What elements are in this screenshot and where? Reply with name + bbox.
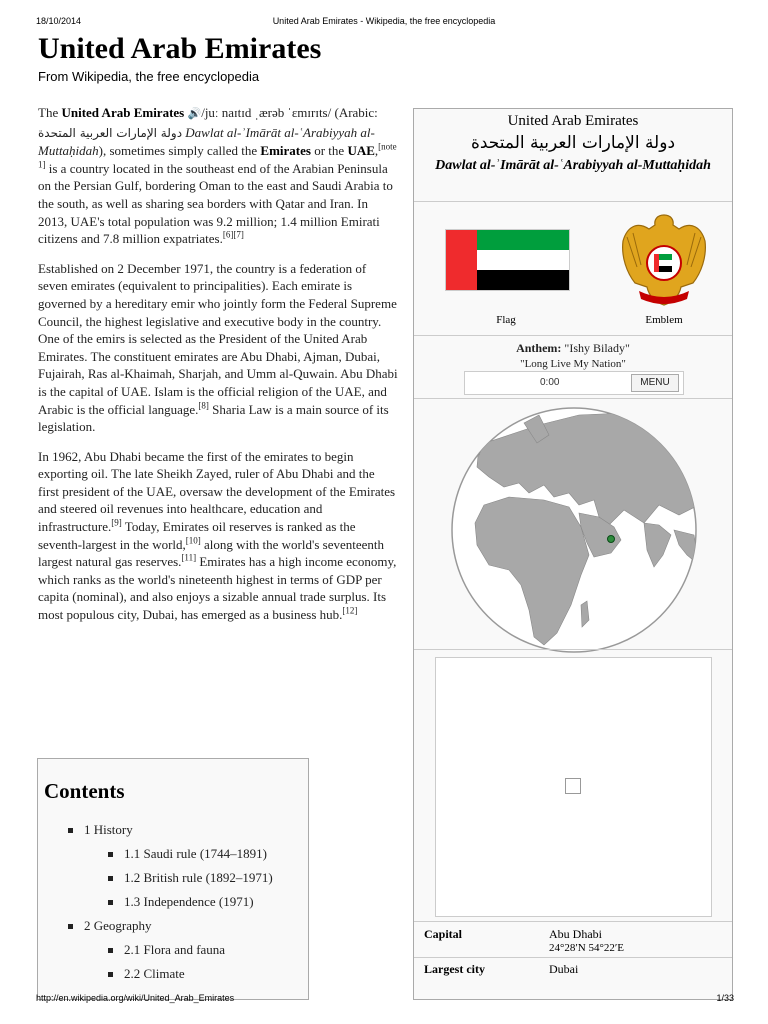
divider [414,335,732,336]
anthem-name[interactable]: "Ishy Bilady" [561,341,630,355]
anthem-line [414,341,732,356]
paragraph-intro: The United Arab Emirates 🔊/juː naɪtɪd ˌærəb ˈɛmɪrɪts/ (Arabic: دولة الإمارات العربية المتحدة Dawlat al-ʾImārāt al-ʿArabiyyah al-Muttaḥidah), sometimes simply called the Emirates or the UAE,[note 1] is a country located in the southeast end of the Arabian Peninsula on the Persian Gulf, bordering Oman to the east and Saudi Arabia to the south, as well as sharing sea borders with Qatar and Iran. In 2013, UAE's total population was 9.2 million; 1.4 million Emirati citizens and 7.8 million expatriates.[6][7] [38,105,397,247]
flag-black-band [477,270,570,291]
divider [414,649,732,650]
image-placeholder[interactable] [435,657,712,917]
divider [414,398,732,399]
anthem-translation: "Long Live My Nation" [520,358,626,370]
emblem-green [659,254,672,260]
paragraph-economy: In 1962, Abu Dhabi became the first of the emirates to begin exporting oil. The late Sheikh Zayed, ruler of Abu Dhabi and the first president of the UAE, oversaw the development of the Emirates and steered oil revenues into healthcare, education and infrastructure.[9] Today, Emirates oil reserves is ranked as the seventh-largest in the world,[10] along with the world's seventeenth largest natural gas reserves.[11] Emirates has a high income economy, which ranks as the world's nineteenth highest in terms of GDP per capita (nominal), and also enjoys a sizable annual trade surplus. Its most populous city, Dubai, has emerged as a business hub.[12] [38,448,397,623]
print-date: 18/10/2014 [36,16,82,26]
bullet [68,828,73,833]
capital-label: Capital [424,927,463,941]
emblem-image[interactable] [619,207,709,313]
player-menu-button[interactable]: MENU [631,374,679,392]
audio-player[interactable] [464,371,684,395]
print-header [0,16,768,30]
toc-heading: Contents [44,779,125,803]
ipa-pronunciation[interactable]: /juː naɪtɪd ˌærəb ˈɛmɪrɪts/ [201,105,332,120]
divider [414,201,732,202]
ref-link[interactable]: [7] [233,229,244,240]
toc-item[interactable]: 1 History [84,822,308,838]
flag-green-band [477,229,570,250]
flag-caption: Flag [496,314,516,326]
transliteration: Dawlat al-ʾImārāt al-ʿArabiyyah al-Muttaḥidah [38,124,375,159]
print-url: http://en.wikipedia.org/wiki/United_Arab_Emirates [36,993,235,1003]
bullet [68,924,73,929]
toc-item[interactable]: 1.1 Saudi rule (1744–1891) [124,846,308,862]
toc-item[interactable]: 1.2 British rule (1892–1971) [124,870,308,886]
bullet [108,948,113,953]
anthem-label: Anthem: [516,341,562,355]
infobox-arabic-name: دولة الإمارات العربية المتحدة [470,133,676,153]
uae-location-marker [608,536,615,543]
page-subtitle: From Wikipedia, the free encyclopedia [38,69,260,84]
infobox [413,108,733,1000]
paragraph-establishment: Established on 2 December 1971, the country is a federation of seven emirates (equivalent to principalities). Each emirate is governed by a hereditary emir who jointly form the Federal Supreme Council, the highest legislative and executive body in the country. One of the emirs is selected as the President of the United Arab Emirates. The constituent emirates are Abu Dhabi, Ajman, Dubai, Fujairah, Ras al-Khaimah, Sharjah, and Umm al-Quwain. Abu Dhabi is the capital of UAE. Islam is the official religion of the UAE, and Arabic is the official language.[8] Sharia Law is a main source of its legislation. [38,260,398,435]
ref-link[interactable]: [6] [222,229,234,240]
speaker-icon[interactable]: 🔊 [187,108,202,120]
arabic-name: دولة الإمارات العربية المتحدة [38,125,183,140]
ref-link[interactable]: [11] [181,552,197,563]
emblem-caption: Emblem [645,314,683,326]
print-page-number: 1/33 [716,993,734,1003]
emblem-disc [647,246,681,280]
bullet [108,900,113,905]
orthographic-map[interactable] [449,405,699,655]
print-title: United Arab Emirates - Wikipedia, the free encyclopedia [272,16,496,26]
largest-city-label: Largest city [424,962,485,976]
largest-city-value[interactable]: Dubai [549,962,579,976]
emblem-black [659,266,672,272]
ref-link[interactable]: [8] [198,400,209,411]
divider [414,921,732,922]
uae-flag[interactable] [445,229,570,291]
flag-white-band [477,250,570,270]
emblem-red [654,254,659,272]
player-time: 0:00 [540,377,560,388]
toc-item[interactable]: 2 Geography [84,918,308,934]
note-link[interactable]: [note 1] [38,141,397,170]
divider [414,957,732,958]
bullet [108,852,113,857]
bullet [108,876,113,881]
toc-item[interactable]: 2.2 Climate [124,966,308,982]
table-of-contents [37,758,309,1000]
broken-image-icon [565,778,581,794]
toc-item[interactable]: 1.3 Independence (1971) [124,894,308,910]
page-title: United Arab Emirates [38,32,322,65]
bullet [108,972,113,977]
ref-link[interactable]: [10] [185,535,201,546]
print-footer [0,993,768,1007]
infobox-title: United Arab Emirates [507,113,639,129]
flag-red-band [445,229,477,291]
article-body [38,104,398,636]
infobox-transliteration: Dawlat al-ʾImārāt al-ʿArabiyyah al-Muttaḥidah [435,158,711,173]
capital-coordinates[interactable]: 24°28′N 54°22′E [549,942,625,954]
capital-value[interactable]: Abu Dhabi [549,927,602,941]
ref-link[interactable]: [12] [342,605,358,616]
toc-item[interactable]: 2.1 Flora and fauna [124,942,308,958]
article-name: United Arab Emirates [61,105,185,120]
ref-link[interactable]: [9] [111,517,122,528]
